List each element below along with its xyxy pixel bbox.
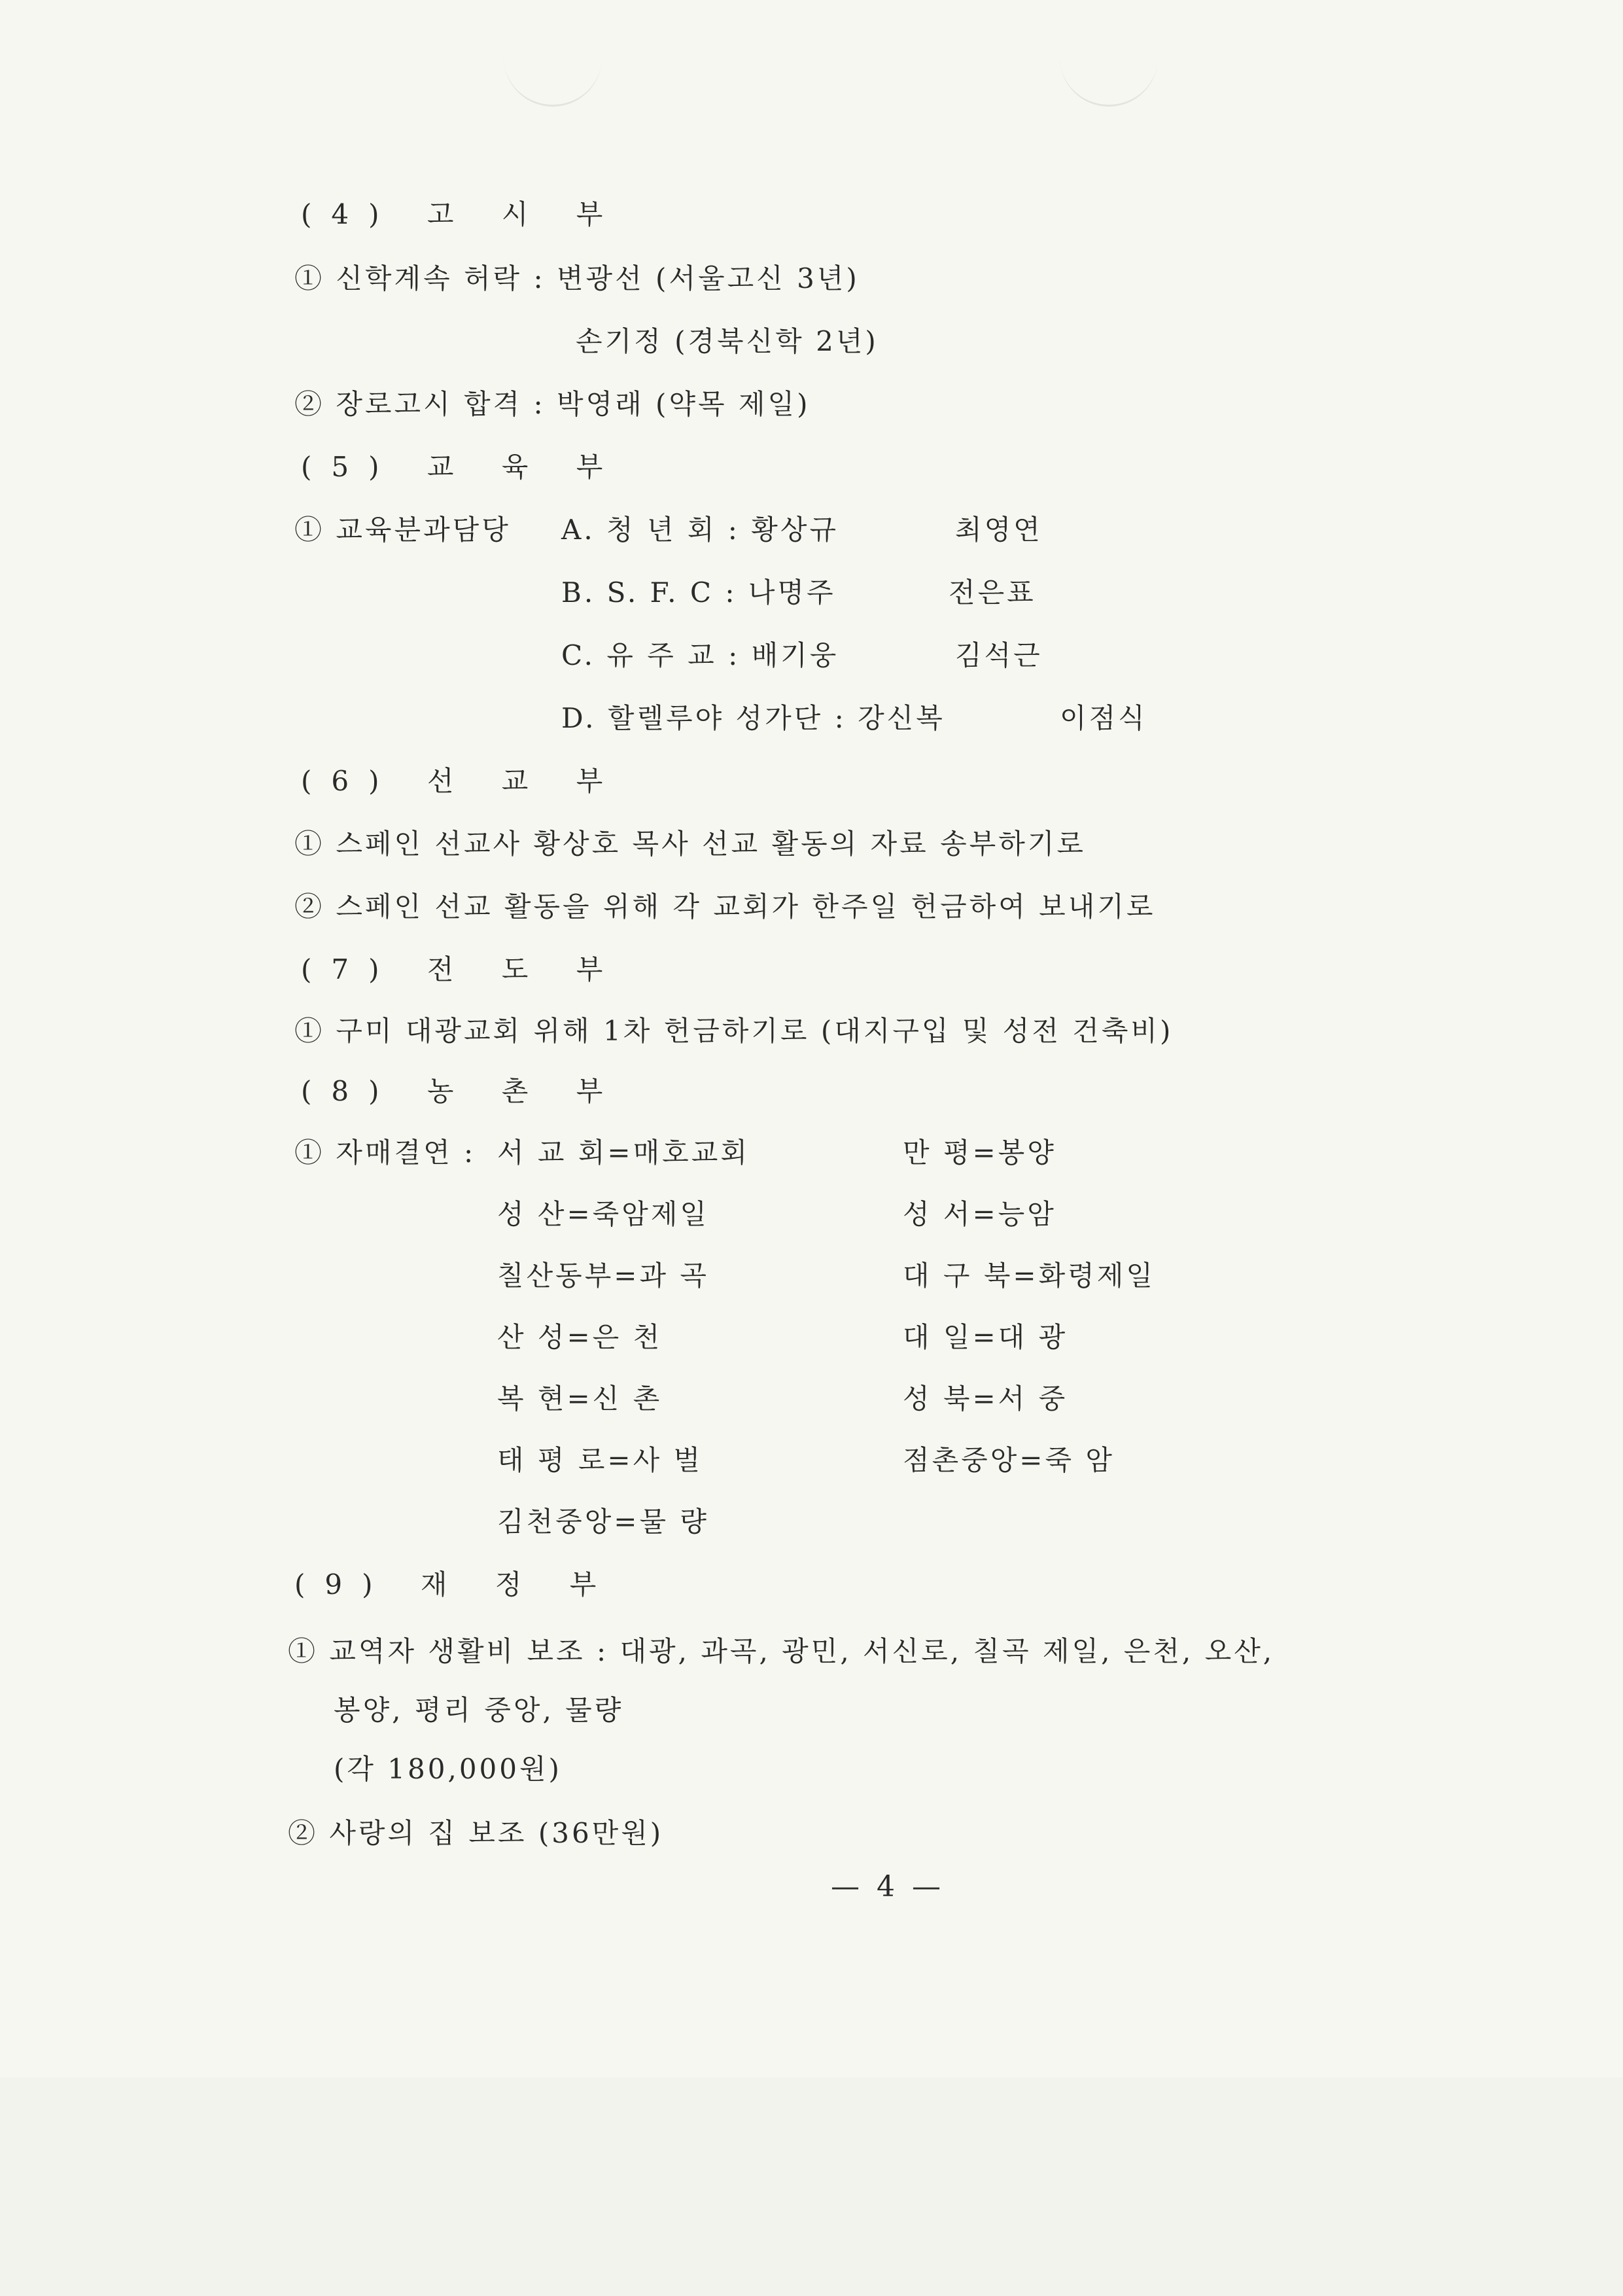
sister-pair-right: 성 북=서 중: [903, 1383, 1068, 1415]
section-heading-evangelism: (7) 전 도 부: [301, 953, 623, 985]
sister-pair-left: 복 현=신 촌: [497, 1383, 663, 1415]
education-row-extra: 전은표: [949, 576, 1036, 609]
mission-item-2: ② 스페인 선교 활동을 위해 각 교회가 한주일 헌금하여 보내기로: [294, 891, 1156, 923]
sister-pair-right: 만 평=봉양: [903, 1137, 1056, 1169]
sister-pair-left: 산 성=은 천: [497, 1321, 663, 1353]
education-row-extra: 김석근: [955, 639, 1043, 671]
exam-item-1: ① 신학계속 허락 : 변광선 (서울고신 3년): [294, 262, 860, 294]
section-heading-finance: (9) 재 정 부: [294, 1568, 616, 1600]
finance-item-2: ② 사랑의 집 보조 (36만원): [288, 1817, 664, 1849]
exam-item-2: ② 장로고시 합격 : 박영래 (약목 제일): [294, 388, 811, 420]
scan-margin: [0, 2077, 1623, 2296]
rural-lead: ① 자매결연 :: [294, 1137, 476, 1169]
section-heading-mission: (6) 선 교 부: [301, 765, 623, 797]
section-heading-exam: (4) 고 시 부: [301, 198, 623, 230]
education-lead: ① 교육분과담당: [294, 514, 511, 546]
education-row-extra: 최영연: [955, 514, 1043, 546]
finance-item-1-amount: (각 180,000원): [334, 1753, 562, 1785]
section-heading-rural: (8) 농 촌 부: [301, 1075, 623, 1107]
finance-item-1-cont: 봉양, 평리 중앙, 물량: [334, 1694, 624, 1726]
sister-pair-left: 성 산=죽암제일: [497, 1198, 709, 1230]
sister-pair-right: 성 서=능암: [903, 1198, 1056, 1230]
mission-item-1: ① 스페인 선교사 황상호 목사 선교 활동의 자료 송부하기로: [294, 828, 1086, 860]
sister-pair-right: 대 구 북=화령제일: [903, 1260, 1155, 1292]
evangelism-item-1: ① 구미 대광교회 위해 1차 헌금하기로 (대지구입 및 성전 건축비): [294, 1015, 1174, 1047]
sister-pair-left: 서 교 회=매호교회: [497, 1137, 750, 1169]
education-row-label: A. 청 년 회 : 황상규: [561, 514, 839, 546]
sister-pair-right: 점촌중앙=죽 암: [903, 1444, 1115, 1476]
finance-item-1: ① 교역자 생활비 보조 : 대광, 과곡, 광민, 서신로, 칠곡 제일, 은천, 오산,: [288, 1635, 1275, 1667]
education-row-label: D. 할렐루야 성가단 : 강신복: [561, 702, 945, 734]
punch-hole-mark: [504, 39, 602, 107]
page-number: — 4 —: [831, 1870, 945, 1903]
sister-pair-left: 김천중앙=물 량: [497, 1506, 709, 1538]
education-row-label: C. 유 주 교 : 배기웅: [561, 639, 839, 671]
sister-pair-left: 칠산동부=과 곡: [497, 1260, 709, 1292]
exam-item-1-cont: 손기정 (경북신학 2년): [576, 325, 879, 357]
sister-pair-right: 대 일=대 광: [903, 1321, 1068, 1353]
sister-pair-left: 태 평 로=사 벌: [497, 1444, 703, 1476]
section-heading-education: (5) 교 육 부: [301, 451, 623, 483]
education-row-label: B. S. F. C : 나명주: [561, 576, 836, 609]
punch-hole-mark: [1060, 39, 1158, 107]
education-row-extra: 이점식: [1060, 702, 1147, 734]
